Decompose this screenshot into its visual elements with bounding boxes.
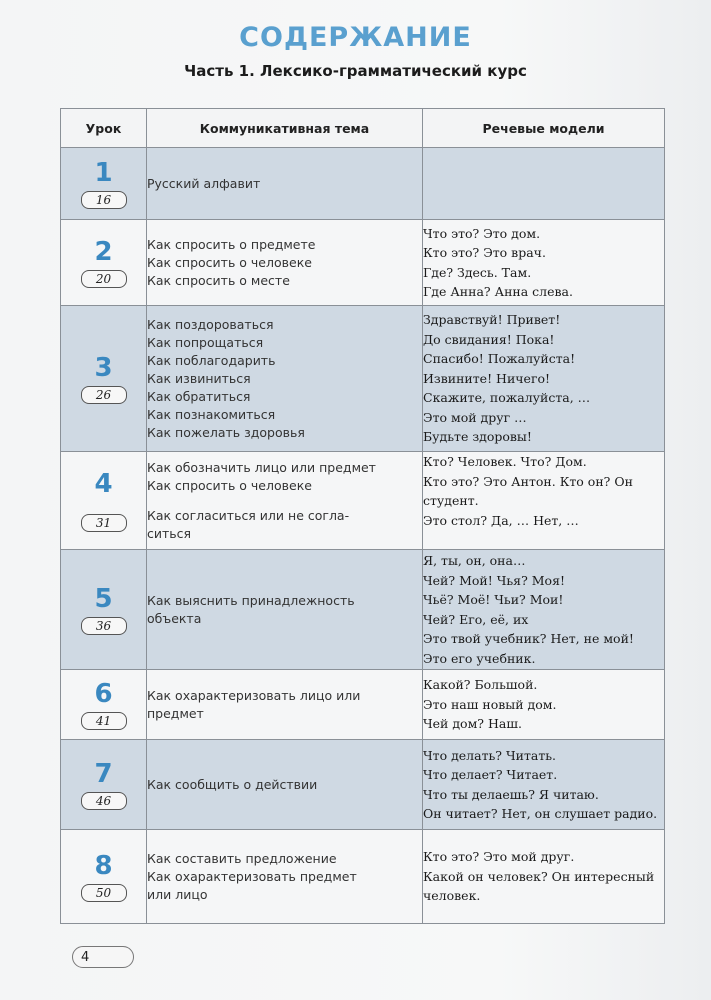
topic-line: Как составить предложение <box>147 850 337 866</box>
lesson-cell <box>61 670 147 740</box>
model-line: Кто это? Это мой друг. <box>423 849 575 865</box>
topic-line: Как обозначить лицо или предмет <box>147 459 376 475</box>
page-number: 4 <box>72 946 134 968</box>
model-line: Что это? Это дом. <box>423 225 541 241</box>
model-line: Здравствуй! Привет! <box>423 312 561 328</box>
model-line: Спасибо! Пожалуйста! <box>423 351 576 367</box>
models-cell <box>423 830 665 924</box>
topic-cell <box>147 306 423 452</box>
lesson-page-ref[interactable]: 31 <box>81 514 127 532</box>
header-lesson: Урок <box>61 109 147 148</box>
model-line: До свидания! Пока! <box>423 331 555 347</box>
topic-line: Как охарактеризовать лицо или <box>147 687 361 703</box>
model-line: Это его учебник. <box>423 650 536 666</box>
model-line: Где? Здесь. Там. <box>423 264 532 280</box>
model-line: Что ты делаешь? Я читаю. <box>423 786 599 802</box>
lesson-row <box>61 148 665 220</box>
model-line: Чей? Его, её, их <box>423 611 529 627</box>
topic-line: Как поздороваться <box>147 316 274 332</box>
model-line: Кто это? Это врач. <box>423 245 546 260</box>
lesson-row <box>61 830 665 924</box>
topic-cell <box>147 148 423 220</box>
topic-line: Как извиниться <box>147 370 251 386</box>
part-subtitle: Часть 1. Лексико-грамматический курс <box>184 62 527 80</box>
lesson-number: 1 <box>94 157 113 188</box>
model-line: Какой он человек? Он интересный <box>423 868 655 884</box>
lesson-cell <box>61 740 147 830</box>
lesson-row <box>61 306 665 452</box>
topic-line: Как пожелать здоровья <box>147 424 305 440</box>
models-cell <box>423 740 665 830</box>
topic-cell <box>147 452 423 550</box>
topic-line: Как спросить о предмете <box>147 236 316 252</box>
topic-cell <box>147 670 423 740</box>
models-cell <box>423 306 665 452</box>
lesson-row <box>61 740 665 830</box>
topic-cell <box>147 830 423 924</box>
topic-line: Как спросить о месте <box>147 272 290 288</box>
models-cell <box>423 148 665 220</box>
model-line: Чьё? Моё! Чьи? Мои! <box>423 592 564 607</box>
topic-line: Русский алфавит <box>147 175 261 191</box>
lesson-row <box>61 550 665 670</box>
topic-line: Как спросить о человеке <box>147 477 312 493</box>
model-line: Это наш новый дом. <box>423 696 557 712</box>
models-cell <box>423 550 665 670</box>
topic-cell <box>147 550 423 670</box>
header-row <box>61 109 665 148</box>
lesson-cell <box>61 830 147 924</box>
lesson-row <box>61 452 665 550</box>
topic-cell <box>147 740 423 830</box>
model-line: Кто это? Это Антон. Кто он? Он <box>423 473 633 489</box>
model-line: Чей? Мой! Чья? Моя! <box>423 572 565 588</box>
topic-line: Как выяснить принадлежность <box>147 592 355 608</box>
topic-line: Как обратиться <box>147 388 251 404</box>
topic-line: Как охарактеризовать предмет <box>147 868 357 884</box>
lesson-number: 8 <box>94 850 113 881</box>
model-line: человек. <box>423 888 481 904</box>
topic-line: или лицо <box>147 886 208 902</box>
header-models: Речевые модели <box>423 109 665 148</box>
topic-line: Как поблагодарить <box>147 352 276 368</box>
lesson-row <box>61 670 665 740</box>
lesson-row <box>61 220 665 306</box>
model-line: Какой? Большой. <box>423 677 538 693</box>
models-cell <box>423 220 665 306</box>
topic-line: Как согласиться или не согла- <box>147 507 350 523</box>
topic-line: предмет <box>147 705 204 721</box>
model-line: Что делает? Читает. <box>423 767 558 782</box>
lesson-number: 6 <box>94 678 113 709</box>
model-line: Это стол? Да, … Нет, … <box>423 512 579 528</box>
lesson-number: 3 <box>94 352 113 383</box>
lesson-cell <box>61 148 147 220</box>
model-line: Кто? Человек. Что? Дом. <box>423 454 587 469</box>
topic-line: ситься <box>147 525 192 541</box>
lesson-number: 5 <box>94 583 113 614</box>
lesson-cell <box>61 306 147 452</box>
model-line: Чей дом? Наш. <box>423 716 522 732</box>
model-line: студент. <box>423 493 479 508</box>
lesson-number: 4 <box>94 468 113 499</box>
topic-line: Как попрощаться <box>147 334 264 350</box>
topic-line: Как сообщить о действии <box>147 776 318 792</box>
model-line: Это твой учебник? Нет, не мой! <box>423 631 634 646</box>
model-line: Он читает? Нет, он слушает радио. <box>423 806 658 821</box>
topic-line: объекта <box>147 610 202 626</box>
model-line: Это мой друг … <box>423 409 527 425</box>
lesson-page-ref[interactable]: 16 <box>81 191 127 209</box>
lesson-cell <box>61 452 147 550</box>
topic-line: Как спросить о человеке <box>147 254 312 270</box>
models-cell <box>423 670 665 740</box>
header-topic: Коммуникативная тема <box>147 109 423 148</box>
lesson-page-ref[interactable]: 41 <box>81 712 127 730</box>
lesson-cell <box>61 220 147 306</box>
model-line: Будьте здоровы! <box>423 429 532 445</box>
lesson-page-ref[interactable]: 46 <box>81 792 127 810</box>
topic-line: Как познакомиться <box>147 406 276 422</box>
topic-cell <box>147 220 423 306</box>
page-title: СОДЕРЖАНИЕ <box>239 22 472 53</box>
contents-table <box>60 108 665 924</box>
lesson-page-ref[interactable]: 36 <box>81 617 127 635</box>
lesson-number: 2 <box>94 236 113 267</box>
model-line: Скажите, пожалуйста, … <box>423 390 591 406</box>
model-line: Где Анна? Анна слева. <box>423 284 573 299</box>
lesson-page-ref[interactable]: 26 <box>81 386 127 404</box>
lesson-page-ref[interactable]: 50 <box>81 884 127 902</box>
lesson-page-ref[interactable]: 20 <box>81 270 127 288</box>
lesson-cell <box>61 550 147 670</box>
model-line: Я, ты, он, она… <box>423 553 526 568</box>
lesson-number: 7 <box>94 758 113 789</box>
models-cell <box>423 452 665 550</box>
model-line: Что делать? Читать. <box>423 747 557 763</box>
model-line: Извините! Ничего! <box>423 370 551 386</box>
